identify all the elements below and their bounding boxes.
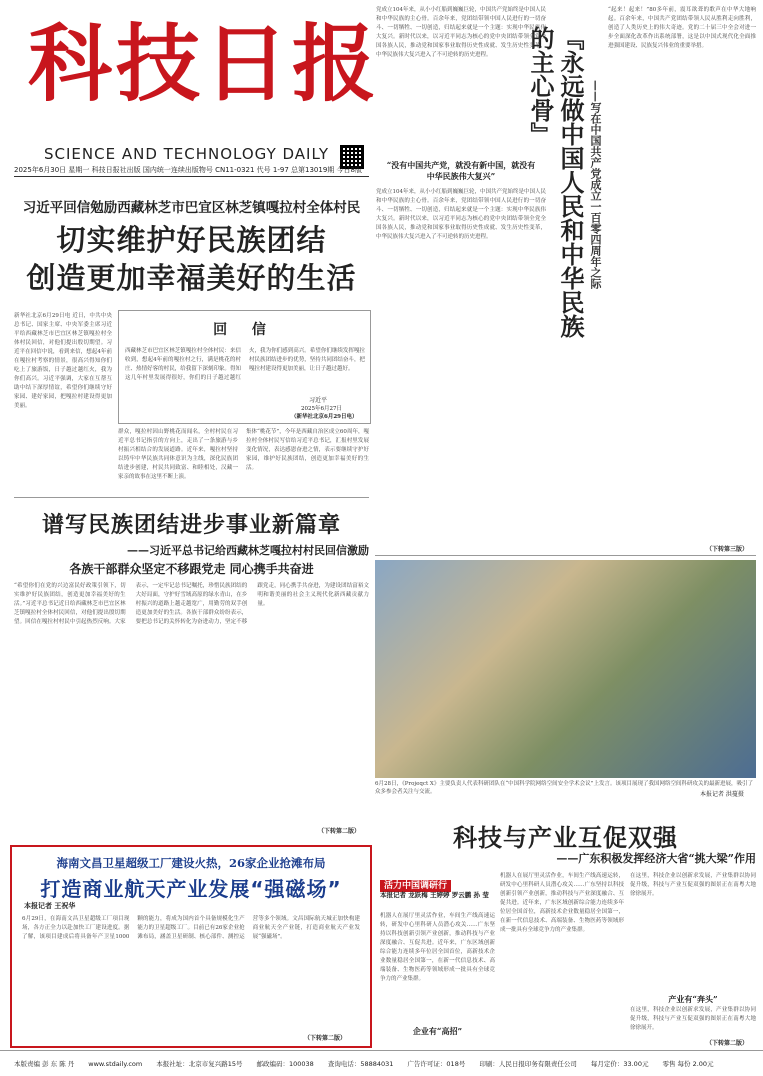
footer-ad-license: 广告许可证：018号 xyxy=(407,1060,466,1068)
industry-tag-label: 活力中国调研行 xyxy=(380,880,451,892)
divider xyxy=(14,497,369,498)
lead-body-col4: 集体“桃花节”，今年是西藏自治区成立60周年，嘎拉村全体村民写信给习近平总书记，汇报村里发展变化情况，表达感恩奋进之情，表示要继续守护好家园，维护好民族团结，创造更加幸福美好的生活。 xyxy=(246,429,369,471)
vertical-headline: 『永远做中国人民和中华民族的主心骨』 xyxy=(526,26,584,338)
industry-subhead: ——广东积极发挥经济大省“挑大梁”作用 xyxy=(556,852,756,865)
letter-box xyxy=(118,310,371,424)
vertical-body-3: “起来！起来！”80多年前，震耳欲聋的歌声在中华大地响起。百余年来，中国共产党团结带领人民从胜利走向胜利，创造了人类历史上的伟大奇迹。党的二十届三中全会对进一步全面深化改革作出系统部署，这是以中国式现代化全面推进强国建设、民族复兴伟业的重要举措。 xyxy=(608,7,756,49)
hainan-kicker: 海南文昌卫星超级工厂建设火热，26家企业抢滩布局 xyxy=(56,856,326,870)
photo-credit: 本报记者 洪蔓摄 xyxy=(700,791,744,798)
vertical-body: 党成立104年来，从小小红船到巍巍巨轮，中国共产党始终是中国人民和中华民族的主心骨。百余年来，党团结带领中国人民进行的一切奋斗、一切牺牲、一切创造，归结起来就是一个主题：实现中华民族伟大复兴。新时代以来，以习近平同志为核心的党中央团结带领全党全国各族人民，推动党和国家事业取得历史性成就、发生历史性变革，中华民族伟大复兴进入了不可逆转的历史进程。 xyxy=(376,7,546,58)
industry-continue: （下转第二版） xyxy=(706,1040,749,1047)
second-body: “希望你们在党的兴边富民好政策引领下，切实维护好民族团结，创造更加幸福美好的生活。”习近平总书记近日给西藏林芝市巴宜区林芝镇嘎拉村全体村民回信，对他们提出殷切期望。回信在嘎拉村村民中引起热烈反响。大家表示，一定牢记总书记嘱托，珍惜民族团结的大好局面，守护好雪域高原的绿水青山，在乡村振兴的道路上越走越宽广，用勤劳的双手创造更加美好的生活。各族干部群众纷纷表示，要把总书记的关怀转化为奋进动力，坚定不移跟党走，同心携手共奋进，为建设团结富裕文明和谐美丽的社会主义现代化新西藏贡献力量。 xyxy=(14,583,369,625)
second-subhead: ——习近平总书记给西藏林芝嘎拉村村民回信激励 xyxy=(127,544,369,557)
footer-website[interactable]: www.stdaily.com xyxy=(88,1059,143,1068)
letter-source: （新华社北京6月29日电） xyxy=(291,414,358,420)
letter-body: 西藏林芝市巴宜区林芝镇嘎拉村全体村民：来信收到，想起4年前的嘎拉村之行，满是桃花的村庄、热情好客的村民，给我留下深刻印象。得知这几年村里发展得很好，你们的日子越过越红火，我为你们感到高兴。希望你们继续发挥嘎拉村民族团结进步的优势，坚持共同团结奋斗，把嘎拉村建设得更加美丽，让日子越过越好。 xyxy=(125,348,365,381)
industry-body-3: 在这里，科技企业以创新求发展，产业集群以协同促升级，科技与产业互促双强的图景正在南粤大地徐徐展开。 xyxy=(630,873,756,897)
hainan-box xyxy=(10,845,372,1048)
lead-kicker: 习近平回信勉励西藏林芝市巴宜区林芝镇嘎拉村全体村民 xyxy=(22,200,361,216)
second-subhead-2: 各族干部群众坚定不移跟党走 同心携手共奋进 xyxy=(69,562,314,576)
lead-body-col3: 群众，嘎拉村因山野桃花而闻名，全村村民在习近平总书记指引的方向上，走出了一条旅游与乡村振兴相结合的发展道路。近年来，嘎拉村坚持以铸牢中华民族共同体意识为主线，深化民族团结进步创建，村民共同致富、和睦相处，汉藏一家亲的故事在这里不断上演。 xyxy=(118,429,238,480)
industry-body-4: 在这里，科技企业以创新求发展，产业集群以协同促升级，科技与产业互促双强的图景正在南粤大地徐徐展开。 xyxy=(630,1007,756,1031)
footer-printer: 印刷：人民日报印务有限责任公司 xyxy=(479,1060,577,1068)
industry-headline: 科技与产业互促双强 xyxy=(453,824,678,852)
lead-body-col1: 新华社北京6月29日电 近日，中共中央总书记、国家主席、中央军委主席习近平给西藏林芝市巴宜区林芝镇嘎拉村全体村民回信，对他们提出殷切期望。习近平在回信中说，看到来信，想起4年前在嘎拉村考察的情景，很高兴得知你们吃上了旅游饭，日子越过越红火，我为你们高兴。习近平强调，大家在互帮互助中结下深厚情谊，希望你们继续守好家园、建好家园，把嘎拉村建设得更加美丽。 xyxy=(14,313,112,409)
letter-signature: 习近平 xyxy=(309,397,328,404)
lead-headline-2: 创造更加幸福美好的生活 xyxy=(26,261,357,295)
issue-line: 2025年6月30日 星期一 科技日报社出版 国内统一连续出版物号 CN11-0321 代号 1-97 总第13019期 今日8版 xyxy=(14,166,362,174)
vertical-section: “没有中国共产党，就没有新中国，就没有中华民族伟大复兴” xyxy=(386,160,536,181)
news-photo xyxy=(375,560,756,778)
industry-body-2: 机器人在展厅里灵活作业，车间生产线高速运转，研发中心里科研人员潜心攻关……广东坚持以科技创新引领产业创新，推动科技与产业深度融合、互促共进。近年来，广东区域创新综合能力连续多年位居全国首位，高新技术企业数量稳居全国第一，在新一代信息技术、高端装备、生物医药等领域形成一批具有全球竞争力的产业集群。 xyxy=(500,873,624,933)
industry-sub1: 企业有“高招” xyxy=(412,1026,463,1036)
industry-sub2: 产业有“奔头” xyxy=(668,994,718,1004)
footer-editor: 本版责编 彭 东 陈 丹 xyxy=(14,1060,75,1068)
masthead-title: 科技日报 xyxy=(28,14,381,113)
footer-monthly: 每月定价：33.00元 xyxy=(590,1060,649,1068)
letter-date: 2025年6月27日 xyxy=(301,406,342,412)
footer-retail: 零售 每份 2.00元 xyxy=(662,1060,714,1068)
divider xyxy=(14,176,369,177)
letter-title: 回 信 xyxy=(213,322,276,338)
second-continue: （下转第二版） xyxy=(318,828,361,835)
industry-reporters: 本报记者 龙跃梅 王婷婷 罗云鹏 孙 莹 xyxy=(380,891,489,899)
hainan-continue: （下转第二版） xyxy=(304,1035,347,1042)
industry-body-1: 机器人在展厅里灵活作业，车间生产线高速运转，研发中心里科研人员潜心攻关……广东坚持以科技创新引领产业创新，推动科技与产业深度融合、互促共进。近年来，广东区域创新综合能力连续多年位居全国首位，高新技术企业数量稳居全国第一，在新一代信息技术、高端装备、生物医药等领域形成一批具有全球竞争力的产业集群。 xyxy=(380,913,495,982)
vertical-body-2: 党成立104年来，从小小红船到巍巍巨轮，中国共产党始终是中国人民和中华民族的主心骨。百余年来，党团结带领中国人民进行的一切奋斗、一切牺牲、一切创造，归结起来就是一个主题：实现中华民族伟大复兴。新时代以来，以习近平同志为核心的党中央团结带领全党全国各族人民，推动党和国家事业取得历史性成就、发生历史性变革，中华民族伟大复兴进入了不可逆转的历史进程。 xyxy=(376,189,546,240)
hainan-headline: 打造商业航天产业发展“强磁场” xyxy=(40,877,342,901)
vertical-continue: （下转第三版） xyxy=(706,546,749,553)
footer-address: 本报社址：北京市复兴路15号 xyxy=(156,1060,243,1068)
footer xyxy=(0,1050,763,1076)
divider xyxy=(375,555,756,556)
footer-postcode: 邮政编码：100038 xyxy=(256,1060,314,1068)
masthead-english: SCIENCE AND TECHNOLOGY DAILY xyxy=(44,145,329,163)
lead-headline-1: 切实维护好民族团结 xyxy=(56,223,327,257)
hainan-byline: 本报记者 王祝华 xyxy=(24,901,76,910)
footer-phone: 查询电话：58884031 xyxy=(327,1060,394,1068)
photo-caption: 6月28日，《Projeqct X》主要负责人代表科研团队在“中国科学院网络空间安全学术会议”上发言。该项目展现了我国网络空间科研攻关的最新进展，吸引了众多参会者关注与交流。 xyxy=(375,781,753,795)
vertical-kicker: ——写在中国共产党成立一百零四周年之际 xyxy=(589,80,602,289)
hainan-body: 6月29日，在海南文昌卫星超级工厂项目现场，各方正全力以赴加快工厂建设进度。据了解，该项目建成后将具备年产卫星1000颗的能力，将成为国内首个具备规模化生产能力的卫星超级工厂。目前已有26家企业抢滩布局，涵盖卫星研制、核心部件、测控运营等多个领域。文昌国际航天城正加快构建商业航天全产业链，打造商业航天产业发展“强磁场”。 xyxy=(22,916,360,940)
second-headline: 谱写民族团结进步事业新篇章 xyxy=(41,513,341,538)
